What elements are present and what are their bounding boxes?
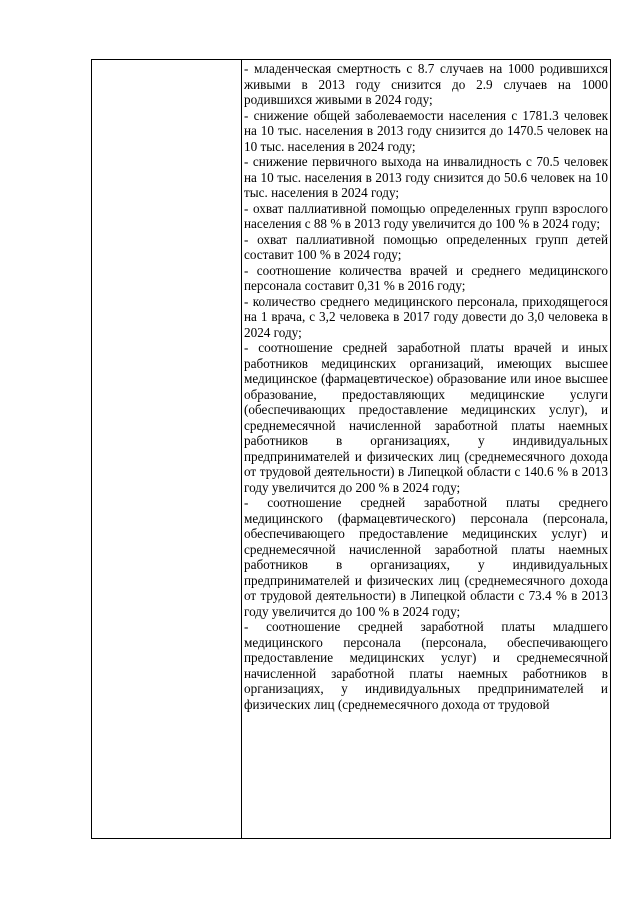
list-item: - младенческая смертность с 8.7 случаев на 1000 родившихся живыми в 2013 году снизится до 2.9 случаев на 1000 родившихся живыми в 2024 году;	[244, 61, 608, 107]
list-item: - охват паллиативной помощью определенных групп взрослого населения с 88 % в 2013 году увеличится до 100 % в 2024 году;	[244, 200, 608, 231]
list-item: - соотношение средней заработной платы младшего медицинского персонала (персонала, обеспечивающего предоставление медицинских услуг) и среднемесячной начисленной заработной платы наемных работников в организациях, у индивидуальных предпринимателей и физических лиц (среднемесячного дохода от трудовой	[244, 619, 608, 712]
left-cell	[92, 60, 242, 839]
list-item: - снижение первичного выхода на инвалидность с 70.5 человек на 10 тыс. населения в 2013 году снизится до 50.6 человек на 10 тыс. населения в 2024 году;	[244, 154, 608, 200]
cell-text	[242, 60, 610, 838]
list-item: - количество среднего медицинского персонала, приходящегося на 1 врача, с 3,2 человека в 2017 году довести до 3,0 человека в 2024 году;	[244, 293, 608, 340]
list-item: - снижение общей заболеваемости населения с 1781.3 человек на 10 тыс. населения в 2013 году снизится до 1470.5 человек на 10 тыс. населения в 2024 году;	[244, 107, 608, 154]
list-item: - соотношение количества врачей и среднего медицинского персонала составит 0,31 % в 2016 году;	[244, 262, 608, 293]
list-item: - охват паллиативной помощью определенных групп детей составит 100 % в 2024 году;	[244, 231, 608, 262]
list-item: - соотношение средней заработной платы среднего медицинского (фармацевтического) персонала (персонала, обеспечивающего предоставление медицинских услуг) и среднемесячной начисленной заработной платы наемных работников в организациях, у индивидуальных предпринимателей и физических лиц (среднемесячного дохода от трудовой деятельности) в Липецкой области с 73.4 % в 2013 году увеличится до 100 % в 2024 году;	[244, 495, 608, 619]
right-cell	[242, 60, 611, 839]
document-table	[91, 59, 611, 839]
list-item: - соотношение средней заработной платы врачей и иных работников медицинских организаций, имеющих высшее медицинское (фармацевтическое) образование или иное высшее образование, предоставляющих медицинские услуги (обеспечивающих предоставление медицинских услуг), и среднемесячной начисленной заработной платы наемных работников в организациях, у индивидуальных предпринимателей и физических лиц (среднемесячного дохода от трудовой деятельности) в Липецкой области с 140.6 % в 2013 году увеличится до 200 % в 2024 году;	[244, 340, 608, 495]
table-row	[92, 60, 611, 839]
